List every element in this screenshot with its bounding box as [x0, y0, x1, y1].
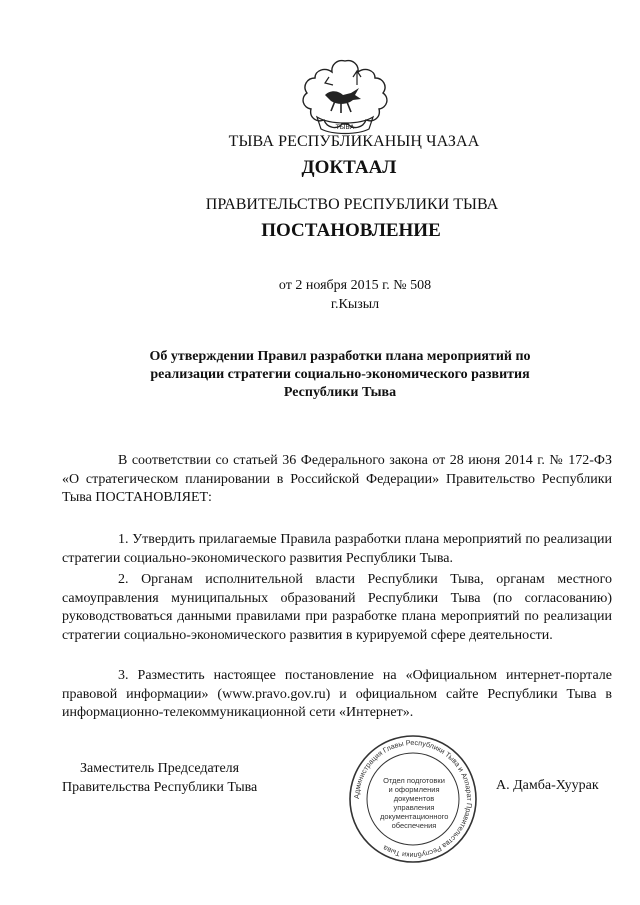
document-title: Об утверждении Правил разработки плана мероприятий по реализации стратегии социально-экономического развития Республики Тыва [149, 349, 531, 400]
signatory-position-line2: Правительства Республики Тыва [62, 780, 258, 795]
header-republic-tuvan: ТЫВА РЕСПУБЛИКАНЫҢ ЧАЗАА [228, 133, 480, 150]
signatory-position [62, 759, 257, 797]
signatory-position-line1: Заместитель Председателя [80, 761, 240, 776]
emblem-band-text: ТЫВА [335, 123, 355, 131]
body-item-1: 1. Утвердить прилагаемые Правила разработки плана мероприятий по реализации стратегии социально-экономического развития Республики Тыва. [62, 532, 612, 566]
signatory-name: А. Дамба-Хуурак [496, 778, 599, 793]
stamp-center-text: Отдел подготовки и оформления документов управления документационного обеспечения [380, 776, 449, 830]
emblem-icon [295, 55, 395, 140]
doc-date-number: от 2 ноября 2015 г. № 508 [278, 278, 432, 293]
body-intro: В соответствии со статьей 36 Федерального закона от 28 июня 2014 г. № 172-ФЗ «О стратегическом планировании в Российской Федерации» Правительство Республики Тыва ПОСТАНОВЛЯЕТ: [62, 453, 612, 505]
doc-city: г.Кызыл [330, 297, 380, 312]
body-item-3: 3. Разместить настоящее постановление на «Официальном интернет-портале правовой информации» (www.pravo.gov.ru) и официальном сайте Республики Тыва в информационно-телекоммуникационной сети «Интернет». [62, 668, 612, 720]
body-item-2: 2. Органам исполнительной власти Республики Тыва, органам местного самоуправления муниципальных образований Республики Тыва (по согласованию) руководствоваться данными правилами при разработке плана мероприятий по реализации стратегии социально-экономического развития в курируемой сфере деятельности. [62, 572, 612, 643]
header-doc-type: ПОСТАНОВЛЕНИЕ [261, 220, 441, 241]
stamp-ring-text: Администрация Главы Республики Тыва и Аппарат Правительства Республики Тыва [351, 737, 475, 861]
header-government: ПРАВИТЕЛЬСТВО РЕСПУБЛИКИ ТЫВА [205, 196, 499, 213]
header-doc-type-tuvan: ДОКТААЛ [301, 157, 397, 178]
